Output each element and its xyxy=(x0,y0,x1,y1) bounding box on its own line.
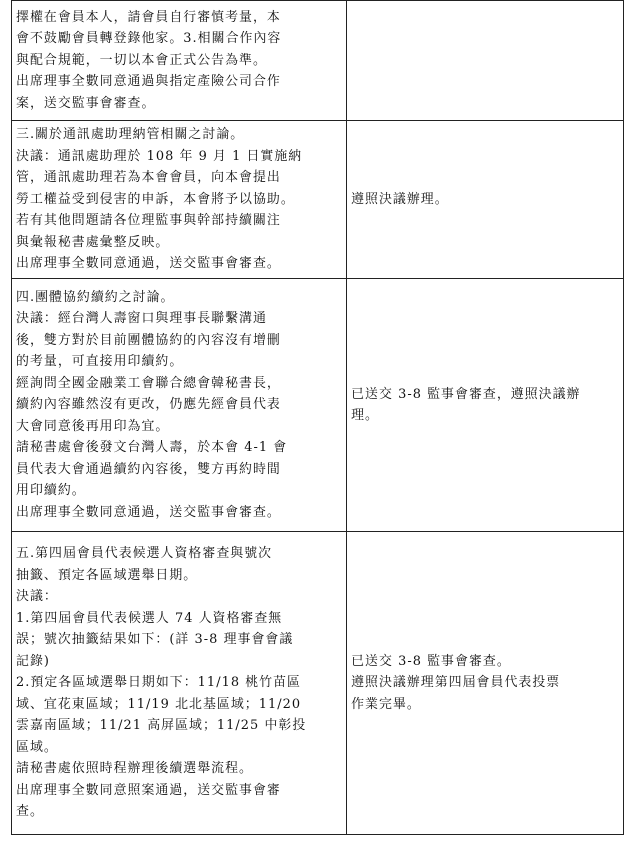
status-cell xyxy=(347,121,624,279)
text-line: 管，通訊處助理若為本會會員，向本會提出 xyxy=(16,170,281,186)
resolution-cell xyxy=(12,121,347,279)
text-line: 若有其他問題請各位理監事與幹部持續關注 xyxy=(16,213,281,229)
text-line: 用印續約。 xyxy=(16,483,86,499)
text-line: 擇權在會員本人，請會員自行審慎考量，本 xyxy=(16,9,281,25)
item-heading: 三.關於通訊處助理納管相關之討論。 xyxy=(16,127,245,143)
text-line: 後，雙方對於目前團體協約的內容沒有增刪 xyxy=(16,332,281,348)
text-line: 決議：通訊處助理於 108 年 9 月 1 日實施納 xyxy=(16,148,303,164)
status-line: 遵照決議辦理。 xyxy=(351,191,449,207)
text-line: 員代表大會通過續約內容後，雙方再約時間 xyxy=(16,461,281,477)
resolution-cell xyxy=(12,279,347,532)
text-line: 記錄) xyxy=(16,653,50,669)
table-row xyxy=(12,279,624,532)
status-line: 作業完畢。 xyxy=(351,696,421,712)
text-line: 案，送交監事會審查。 xyxy=(16,95,156,111)
table-row xyxy=(12,1,624,121)
status-cell xyxy=(347,1,624,121)
text-line: 請秘書處依照時程辦理後續選舉流程。 xyxy=(16,761,253,777)
resolution-cell xyxy=(12,1,347,121)
table-row xyxy=(12,121,624,279)
status-line: 已送交 3-8 監事會審查，遵照決議辦 xyxy=(351,386,581,402)
resolution-cell xyxy=(12,532,347,835)
text-line: 大會同意後再用印為宜。 xyxy=(16,418,170,434)
item-heading: 五.第四屆會員代表候選人資格審查與號次 xyxy=(16,546,273,562)
text-line: 查。 xyxy=(16,804,44,820)
table-row xyxy=(12,532,624,835)
text-line: 會不鼓勵會員轉登錄他家。3.相關合作內容 xyxy=(16,31,282,47)
text-line: 1.第四屆會員代表候選人 74 人資格審查無 xyxy=(16,610,283,626)
text-line: 與彙報秘書處彙整反映。 xyxy=(16,234,170,250)
text-line: 續約內容雖然沒有更改，仍應先經會員代表 xyxy=(16,397,281,413)
status-cell xyxy=(347,279,624,532)
text-line: 2.預定各區域選舉日期如下：11/18 桃竹苗區 xyxy=(16,675,301,691)
status-cell xyxy=(347,532,624,835)
item-heading: 四.團體協約續約之討論。 xyxy=(16,289,175,305)
text-line: 經詢問全國金融業工會聯合總會韓秘書長， xyxy=(16,375,281,391)
text-line: 決議：經台灣人壽窗口與理事長聯繫溝通 xyxy=(16,311,267,327)
text-line: 雲嘉南區域；11/21 高屏區域；11/25 中彰投 xyxy=(16,718,307,734)
text-line: 抽籤、預定各區域選舉日期。 xyxy=(16,567,198,583)
text-line: 出席理事全數同意通過，送交監事會審查。 xyxy=(16,504,281,520)
text-line: 的考量，可直接用印續約。 xyxy=(16,354,184,370)
status-line: 遵照決議辦理第四屆會員代表投票 xyxy=(351,675,561,691)
minutes-table xyxy=(11,0,624,835)
text-line: 出席理事全數同意通過與指定產險公司合作 xyxy=(16,74,281,90)
text-line: 出席理事全數同意通過，送交監事會審查。 xyxy=(16,256,281,272)
text-line: 決議： xyxy=(16,589,58,605)
text-line: 出席理事全數同意照案通過，送交監事會審 xyxy=(16,782,281,798)
text-line: 誤；號次抽籤結果如下：(詳 3-8 理事會會議 xyxy=(16,632,294,648)
status-line: 已送交 3-8 監事會審查。 xyxy=(351,653,511,669)
text-line: 域、宜花東區域；11/19 北北基區域；11/20 xyxy=(16,696,302,712)
text-line: 區域。 xyxy=(16,739,58,755)
text-line: 與配合規範，一切以本會正式公告為準。 xyxy=(16,52,267,68)
text-line: 請秘書處會後發文台灣人壽，於本會 4-1 會 xyxy=(16,440,288,456)
status-line: 理。 xyxy=(351,408,379,423)
text-line: 勞工權益受到侵害的申訴，本會將予以協助。 xyxy=(16,191,295,207)
